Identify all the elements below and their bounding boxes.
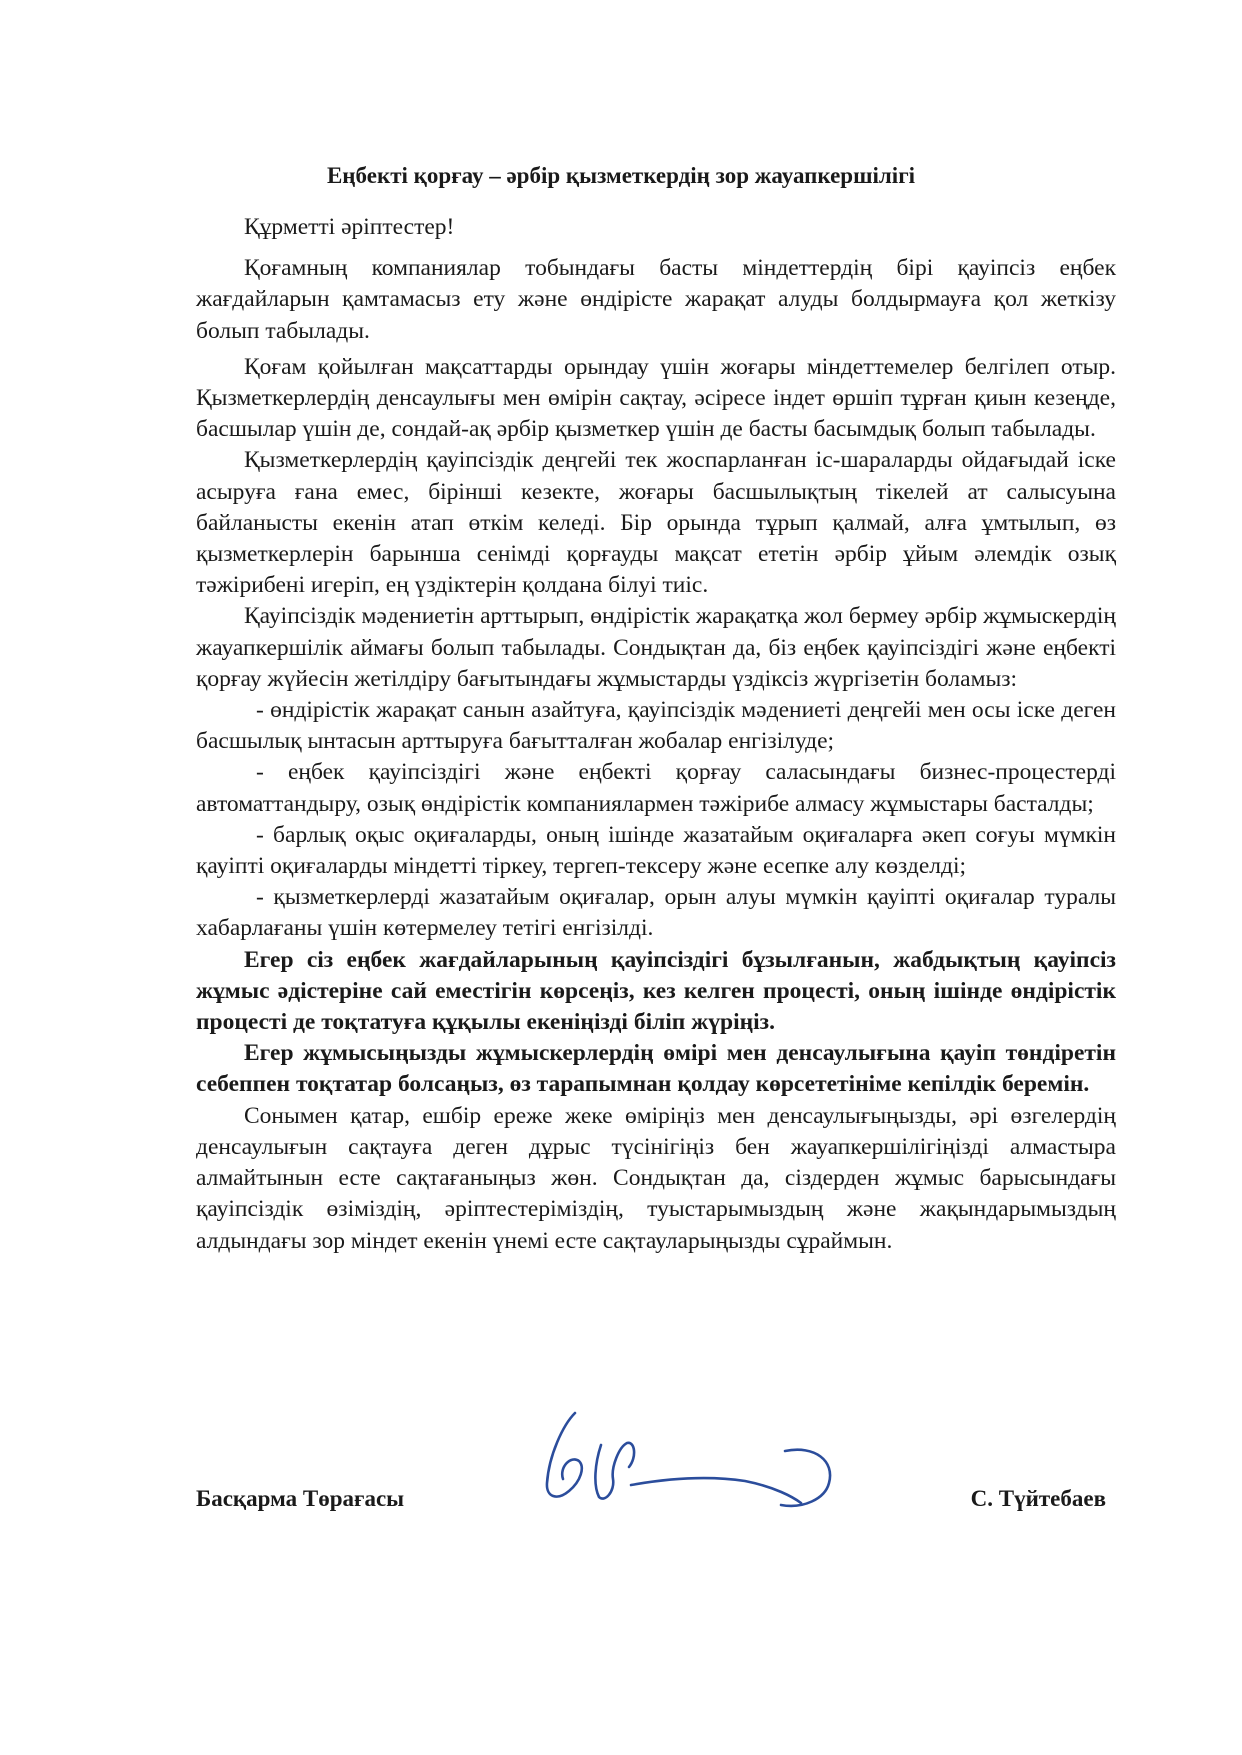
list-item: - барлық оқыс оқиғаларды, оның ішінде жазатайым оқиғаларға әкеп соғуы мүмкін қауіпті оқиғаларды міндетті тіркеу, тергеп-тексеру және есепке алу көзделді; [196,821,1116,880]
paragraph-3: Қызметкерлердің қауіпсіздік деңгейі тек жоспарланған іс-шараларды ойдағыдай іске асыруға ғана емес, бірінші кезекте, жоғары басшылықтың тікелей ат салысуына байланысты екенін атап өткім келеді. Бір орында тұрып қалмай, алға ұмтылып, өз қызметкерлерін барынша сенімді қорғауды мақсат ететін әрбір ұйым әлемдік озық тәжірибені игеріп, ең үздіктерін қолдана білуі тиіс. [196,447,1116,599]
bold-paragraph-1: Егер сіз еңбек жағдайларының қауіпсіздігі бұзылғанын, жабдықтың қауіпсіз жұмыс әдістеріне сай еместігін көрсеңіз, кез келген процесті, оның ішінде өндірістік процесті де тоқтатуға құқылы екеніңізді біліп жүріңіз. [196,946,1116,1036]
greeting: Құрметті әріптестер! [244,214,455,240]
list-item: - еңбек қауіпсіздігі және еңбекті қорғау саласындағы бизнес-процестерді автоматтандыру, озық өндірістік компаниялармен тәжірибе алмасу жұмыстары басталды; [196,759,1116,817]
paragraph-2: Қоғам қойылған мақсаттарды орындау үшін жоғары міндеттемелер белгілеп отыр. Қызметкерлердің денсаулығы мен өмірін сақтау, әсіресе індет өршіп тұрған қиын кезеңде, басшылар үшін де, сондай-ақ әрбір қызметкер үшін де басты басымдық болып табылады. [196,353,1116,443]
list-item: - қызметкерлерді жазатайым оқиғалар, орын алуы мүмкін қауіпті оқиғалар туралы хабарлағаны үшін көтермелеу тетігі енгізілді. [196,884,1116,942]
handwritten-signature [535,1405,885,1515]
paragraph-4: Қауіпсіздік мәдениетін арттырып, өндірістік жарақатқа жол бермеу әрбір жұмыскердің жауапкершілік аймағы болып табылады. Сондықтан да, біз еңбек қауіпсіздігі және еңбекті қорғау жүйесін жетілдіру бағытындағы жұмыстарды үздіксіз жүргізетін боламыз: [196,603,1116,692]
bold-paragraph-2: Егер жұмысыңызды жұмыскерлердің өмірі мен денсаулығына қауіп төндіретін себеппен тоқтатар болсаңыз, өз тарапымнан қолдау көрсететініме кепілдік беремін. [196,1040,1116,1098]
signature-name: С. Түйтебаев [970,1486,1106,1511]
list-item: - өндірістік жарақат санын азайтуға, қауіпсіздік мәдениеті деңгейі мен осы іске деген басшылық ынтасын арттыруға бағытталған жобалар енгізілуде; [196,697,1116,755]
document-body [196,212,1116,1257]
document-title: Еңбекті қорғау – әрбір қызметкердің зор жауапкершілігі [326,163,916,188]
signature-role: Басқарма Төрағасы [196,1486,405,1511]
closing-paragraph: Сонымен қатар, ешбір ереже жеке өміріңіз мен денсаулығыңызды, әрі өзгелердің денсаулығын сақтауға деген дұрыс түсінігіңіз бен жауапкершілігіңізді алмастыра алмайтынын есте сақтағаныңыз жөн. Сондықтан да, сіздерден жұмыс барысындағы қауіпсіздік өзіміздің, әріптестеріміздің, туыстарымыздың және жақындарымыздың алдындағы зор міндет екенін үнемі есте сақтауларыңызды сұраймын. [196,1102,1116,1254]
paragraph-1: Қоғамның компаниялар тобындағы басты міндеттердің бірі қауіпсіз еңбек жағдайларын қамтамасыз ету және өндірісте жарақат алуды болдырмауға қол жеткізу болып табылады. [196,255,1116,344]
